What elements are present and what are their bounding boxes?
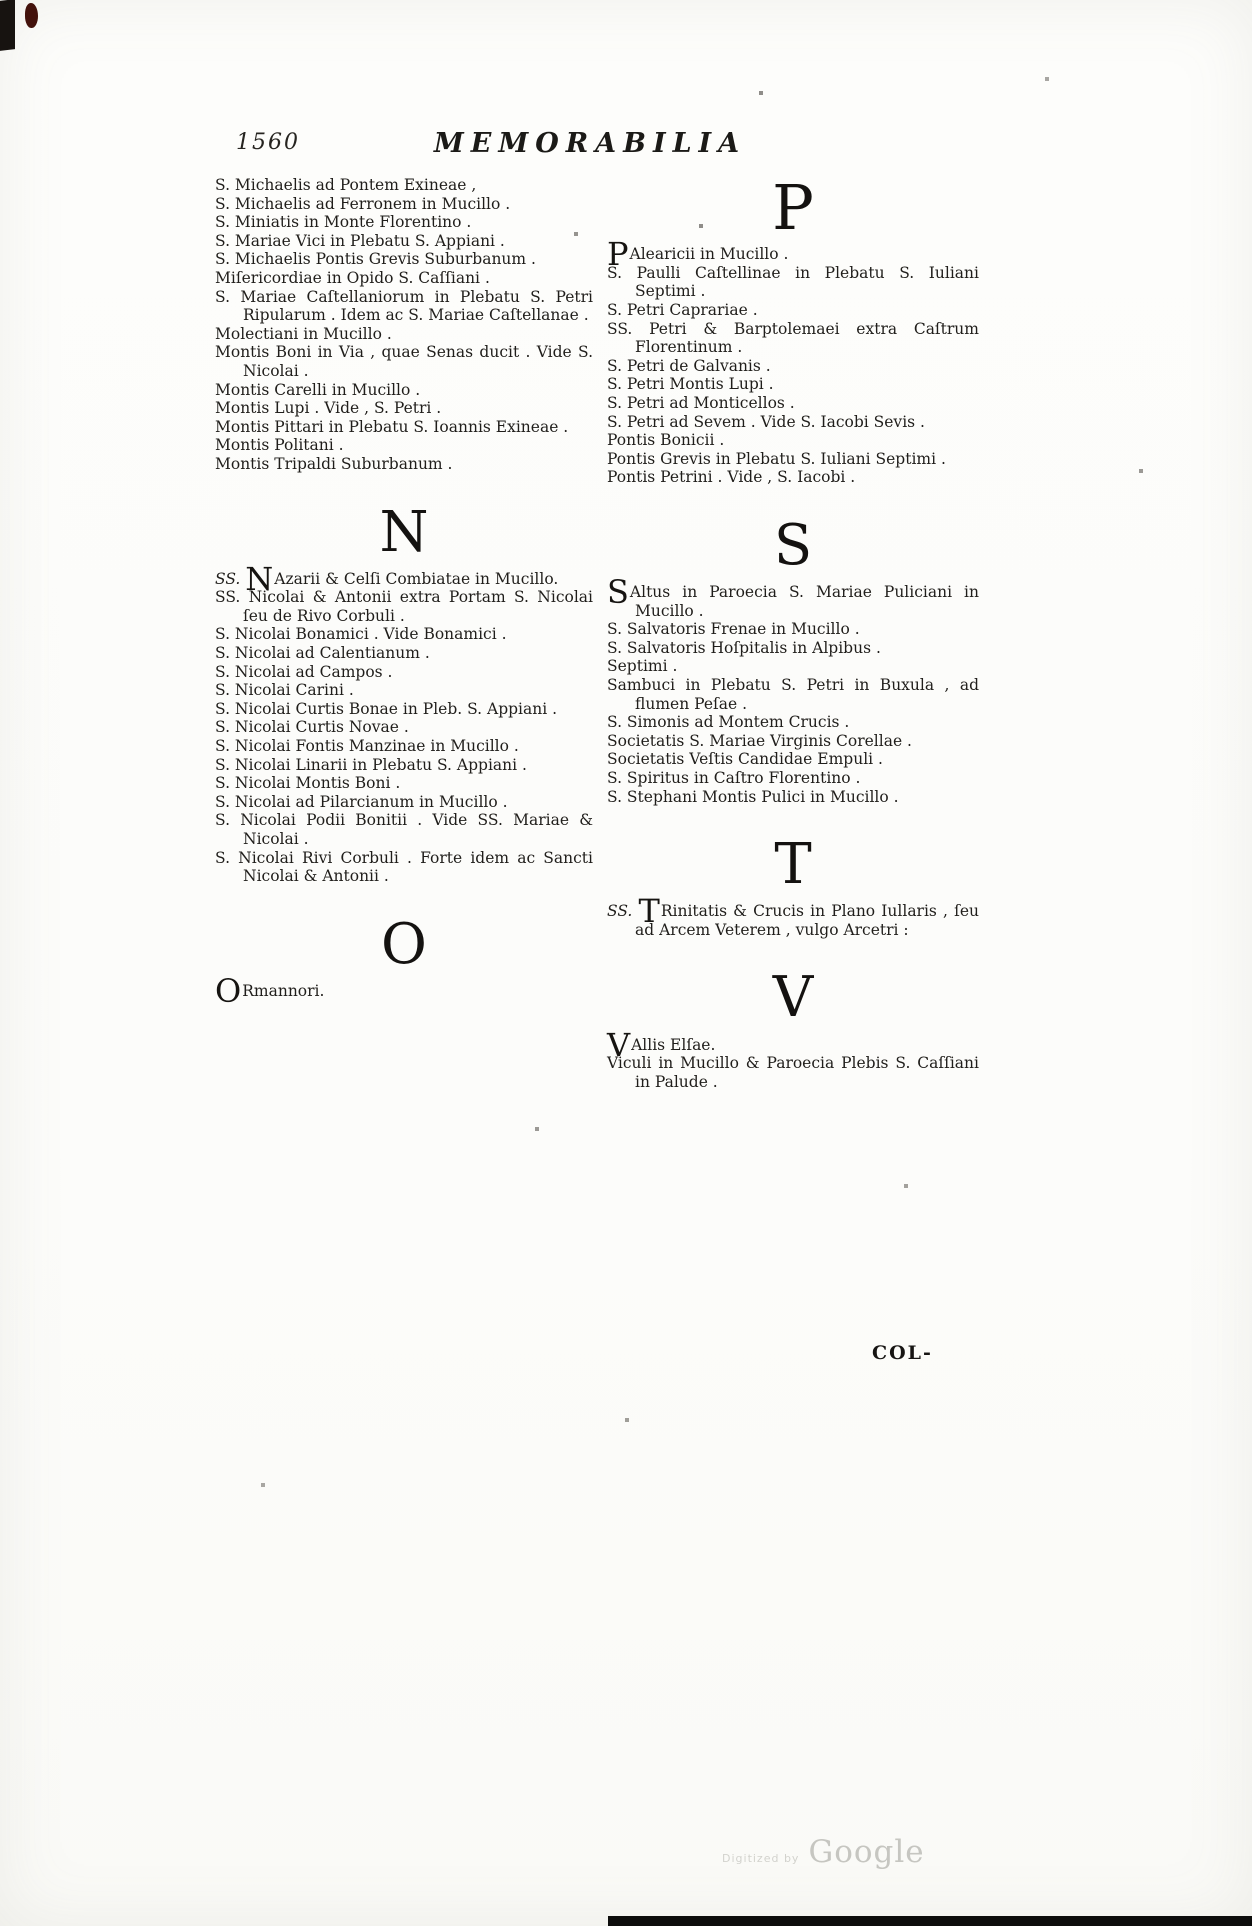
index-entry: S. Nicolai Podii Bonitii . Vide SS. Mariae & Nicolai . bbox=[215, 811, 593, 848]
t-section-entries bbox=[607, 892, 979, 939]
index-entry: Pontis Bonicii . bbox=[607, 431, 725, 450]
index-entry: S. Michaelis Pontis Grevis Suburbanum . bbox=[215, 250, 536, 269]
index-entry: Pontis Grevis in Plebatu S. Iuliani Septimi . bbox=[607, 449, 946, 468]
index-entry bbox=[215, 559, 593, 598]
entry-text: Azarii & Celſi Combiatae in Mucillo. bbox=[274, 569, 559, 588]
s-section-entries bbox=[607, 573, 979, 806]
index-entry: Montis Boni in Via , quae Senas ducit . Vide S. Nicolai . bbox=[215, 343, 593, 380]
index-entry bbox=[215, 971, 593, 1010]
index-entry: Sambuci in Plebatu S. Petri in Buxula , ad flumen Peſae . bbox=[607, 676, 979, 713]
page-number: 1560 bbox=[236, 130, 300, 155]
catchword: COL- bbox=[872, 1342, 933, 1364]
index-entry: S. Salvatoris Hoſpitalis in Alpibus . bbox=[607, 638, 881, 657]
index-entry: S. Nicolai ad Pilarcianum in Mucillo . bbox=[215, 792, 508, 811]
digitized-by-text: Digitized by bbox=[722, 1852, 800, 1865]
o-section-entries bbox=[215, 971, 593, 1010]
entry-dropcap-letter: T bbox=[638, 892, 660, 931]
index-entry: S. Nicolai Fontis Manzinae in Mucillo . bbox=[215, 736, 519, 755]
index-entry: Viculi in Mucillo & Paroecia Plebis S. Caſſiani in Palude . bbox=[607, 1054, 979, 1091]
entry-dropcap-letter: P bbox=[607, 235, 629, 274]
entry-text: Alearicii in Mucillo . bbox=[629, 245, 789, 264]
index-entry: Septimi . bbox=[607, 657, 678, 676]
index-entry: S. Mariae Vici in Plebatu S. Appiani . bbox=[215, 231, 505, 250]
google-logo-text: Google bbox=[808, 1834, 925, 1870]
index-entry: SS. Nicolai & Antonii extra Portam S. Nicolai ſeu de Rivo Corbuli . bbox=[215, 588, 593, 625]
index-entry: S. Simonis ad Montem Crucis . bbox=[607, 713, 850, 732]
entry-text: Allis Elſae. bbox=[631, 1035, 716, 1054]
index-entry: S. Petri ad Monticellos . bbox=[607, 393, 795, 412]
entry-dropcap-letter: S bbox=[607, 573, 629, 612]
index-entry bbox=[607, 892, 979, 939]
index-entry: S. Spiritus in Caſtro Florentino . bbox=[607, 769, 861, 787]
entry-prefix: SS. bbox=[607, 902, 639, 921]
v-section-entries bbox=[607, 1025, 979, 1092]
index-entry: Societatis Veſtis Candidae Empuli . bbox=[607, 750, 883, 769]
scan-artifact-bottom-edge bbox=[608, 1916, 1252, 1926]
index-entry: Molectiani in Mucillo . bbox=[215, 324, 392, 343]
index-entry: Montis Pittari in Plebatu S. Ioannis Exineae . bbox=[215, 417, 569, 436]
section-heading-t: T bbox=[774, 832, 812, 898]
index-entry: S. Paulli Caſtellinae in Plebatu S. Iuliani Septimi . bbox=[607, 263, 979, 301]
section-heading-v: V bbox=[772, 965, 814, 1031]
n-section-entries bbox=[215, 559, 593, 886]
index-entry: S. Nicolai ad Calentianum . bbox=[215, 643, 430, 662]
index-entry: Montis Tripaldi Suburbanum . bbox=[215, 454, 453, 473]
m-section-entries bbox=[215, 176, 593, 474]
entry-text: Altus in Paroecia S. Mariae Puliciani in Mucillo . bbox=[629, 583, 979, 620]
section-heading-p: P bbox=[772, 171, 814, 244]
section-heading-o: O bbox=[381, 911, 427, 977]
section-heading-n: N bbox=[379, 499, 429, 565]
google-watermark bbox=[722, 1834, 925, 1870]
scan-artifact-top-left bbox=[0, 0, 15, 51]
index-entry: S. Nicolai Montis Boni . bbox=[215, 774, 401, 793]
index-entry: S. Nicolai Linarii in Plebatu S. Appiani . bbox=[215, 755, 527, 774]
entry-dropcap-letter: N bbox=[245, 559, 274, 598]
index-entry: Pontis Petrini . Vide , S. Iacobi . bbox=[607, 468, 856, 487]
index-entry: S. Salvatoris Frenae in Mucillo . bbox=[607, 620, 860, 639]
index-entry: Montis Carelli in Mucillo . bbox=[215, 380, 421, 399]
left-column bbox=[215, 176, 593, 1010]
entry-text: Rinitatis & Crucis in Plano Iullaris , ſeu ad Arcem Veterem , vulgo Arcetri : bbox=[635, 902, 979, 939]
entry-dropcap-letter: O bbox=[215, 971, 242, 1010]
index-entry bbox=[607, 235, 979, 274]
index-entry: S. Petri ad Sevem . Vide S. Iacobi Sevis . bbox=[607, 412, 925, 431]
index-entry: S. Nicolai Bonamici . Vide Bonamici . bbox=[215, 625, 507, 644]
index-entry: S. Nicolai Curtis Bonae in Pleb. S. Appiani . bbox=[215, 699, 558, 718]
index-entry: S. Petri Montis Lupi . bbox=[607, 375, 774, 394]
index-entry: S. Petri Caprariae . bbox=[607, 301, 758, 320]
index-entry: S. Stephani Montis Pulici in Mucillo . bbox=[607, 787, 899, 806]
index-entry: S. Nicolai ad Campos . bbox=[215, 662, 393, 681]
index-entry: Montis Lupi . Vide , S. Petri . bbox=[215, 399, 442, 418]
index-entry: S. Mariae Caſtellaniorum in Plebatu S. Petri Ripularum . Idem ac S. Mariae Caſtellanae . bbox=[215, 287, 593, 325]
scan-artifact-ink-blob bbox=[25, 3, 38, 28]
entry-dropcap-letter: V bbox=[607, 1025, 631, 1064]
entry-text: Rmannori. bbox=[242, 981, 325, 1000]
index-entry: SS. Petri & Barptolemaei extra Caſtrum Florentinum . bbox=[607, 319, 979, 357]
section-heading-s: S bbox=[773, 512, 813, 578]
index-entry: S. Nicolai Rivi Corbuli . Forte idem ac Sancti Nicolai & Antonii . bbox=[215, 848, 593, 886]
index-entry: S. Michaelis ad Ferronem in Mucillo . bbox=[215, 194, 511, 213]
index-entry: S. Nicolai Curtis Novae . bbox=[215, 718, 409, 737]
index-entry: Montis Politani . bbox=[215, 436, 344, 455]
index-entry bbox=[607, 1025, 979, 1064]
index-entry: S. Nicolai Carini . bbox=[215, 681, 354, 700]
p-section-entries bbox=[607, 235, 979, 487]
index-entry bbox=[607, 573, 979, 620]
index-entry: Societatis S. Mariae Virginis Corellae . bbox=[607, 731, 912, 750]
index-entry: S. Miniatis in Monte Florentino . bbox=[215, 213, 472, 232]
scan-speckles bbox=[0, 0, 2, 2]
index-entry: S. Michaelis ad Pontem Exineae , bbox=[215, 176, 477, 194]
index-entry: Miſericordiae in Opido S. Caſſiani . bbox=[215, 268, 490, 287]
index-entry: S. Petri de Galvanis . bbox=[607, 356, 771, 375]
page-title: MEMORABILIA bbox=[433, 128, 747, 159]
entry-prefix: SS. bbox=[215, 569, 246, 588]
right-column bbox=[607, 171, 979, 1091]
